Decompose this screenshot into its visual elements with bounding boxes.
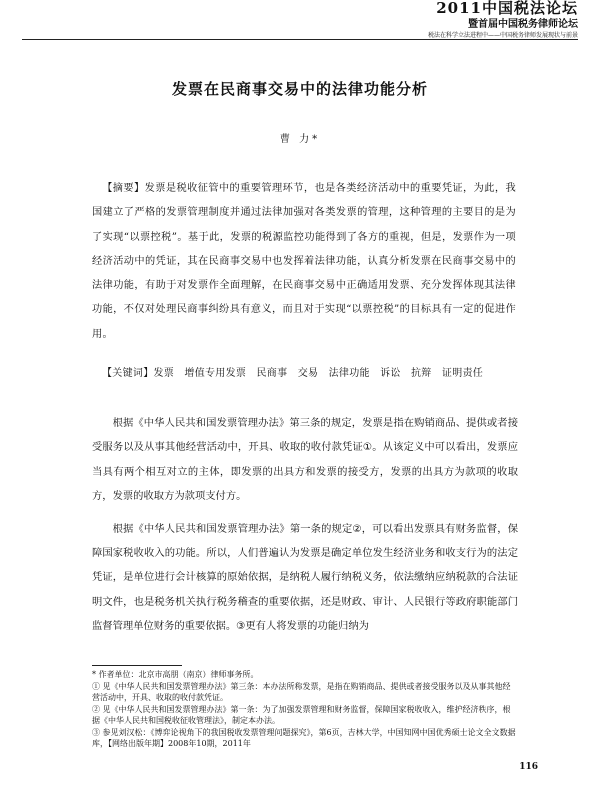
header-rule [22, 39, 578, 40]
footnote-1: ① 见《中华人民共和国发票管理办法》第三条：本办法所称发票，是指在购销商品、提供或者接受服务以及从事其他经营活动中，开具、收取的收付款凭证。 [92, 682, 511, 702]
article-body [92, 411, 518, 647]
article-keywords: 【关键词】发票 增值专用发票 民商事 交易 法律功能 诉讼 抗辩 证明责任 [102, 368, 484, 379]
footnote-author: * 作者单位：北京市高朋（南京）律师事务所。 [92, 670, 259, 679]
footnote-rule [92, 665, 182, 666]
article-title: 发票在民商事交易中的法律功能分析 [171, 80, 428, 98]
page-number: 116 [519, 762, 538, 772]
article-abstract: 【摘要】发票是税收征管中的重要管理环节，也是各类经济活动中的重要凭证，为此，我国建立了严格的发票管理制度并通过法律加强对各类发票的管理，这种管理的主要目的是为了实现“以票控税”。基于此，发票的税源监控功能得到了各方的重视，但是，发票作为一项经济活动中的凭证，其在民商事交易中也发挥着法律功能，认真分析发票在民商事交易中的法律功能，有助于对发票作全面理解，在民商事交易中正确适用发票、充分发挥体现其法律功能，不仅对处理民商事纠纷具有意义，而且对于实现“以票控税”的目标具有一定的促进作用。 [92, 183, 516, 340]
body-paragraph-1: 根据《中华人民共和国发票管理办法》第三条的规定，发票是指在购销商品、提供或者接受服务以及从事其他经营活动中，开具、收取的收付款凭证①。从该定义中可以看出，发票应当具有两个相互对立的主体，即发票的出具方和发票的接受方，发票的出具方为款项的收取方，发票的收取方为款项支付方。 [92, 417, 518, 503]
article-author: 曹 力* [279, 134, 321, 145]
masthead-subtitle: 暨首届中国税务律师论坛 [468, 19, 578, 30]
masthead-title: 2011中国税法论坛 [436, 0, 578, 17]
footnote-3: ③ 参见刘汉松：《博弈论视角下的我国税收发票管理问题探究》，第6页，吉林大学，中国知网中国优秀硕士论文全文数据库，【网络出版年期】2008年10期，2011年 [92, 728, 516, 748]
footnotes [92, 669, 518, 750]
body-paragraph-2: 根据《中华人民共和国发票管理办法》第一条的规定②，可以看出发票具有财务监督，保障国家税收收入的功能。所以，人们普遍认为发票是确定单位发生经济业务和收支行为的法定凭证，是单位进行会计核算的原始依据，是纳税人履行纳税义务，依法缴纳应纳税款的合法证明文件，也是税务机关执行税务稽查的重要依据，还是财政、审计、人民银行等政府职能部门监督管理单位财务的重要依据。③更有人将发票的功能归纳为 [92, 522, 518, 633]
footnote-2: ② 见《中华人民共和国发票管理办法》第一条：为了加强发票管理和财务监督，保障国家税收收入，维护经济秩序，根据《中华人民共和国税收征收管理法》，制定本办法。 [92, 705, 511, 725]
masthead-tagline: 税法在科学立法进程中——中国税务律师发展现状与前景 [427, 32, 578, 39]
journal-masthead [428, 0, 578, 40]
